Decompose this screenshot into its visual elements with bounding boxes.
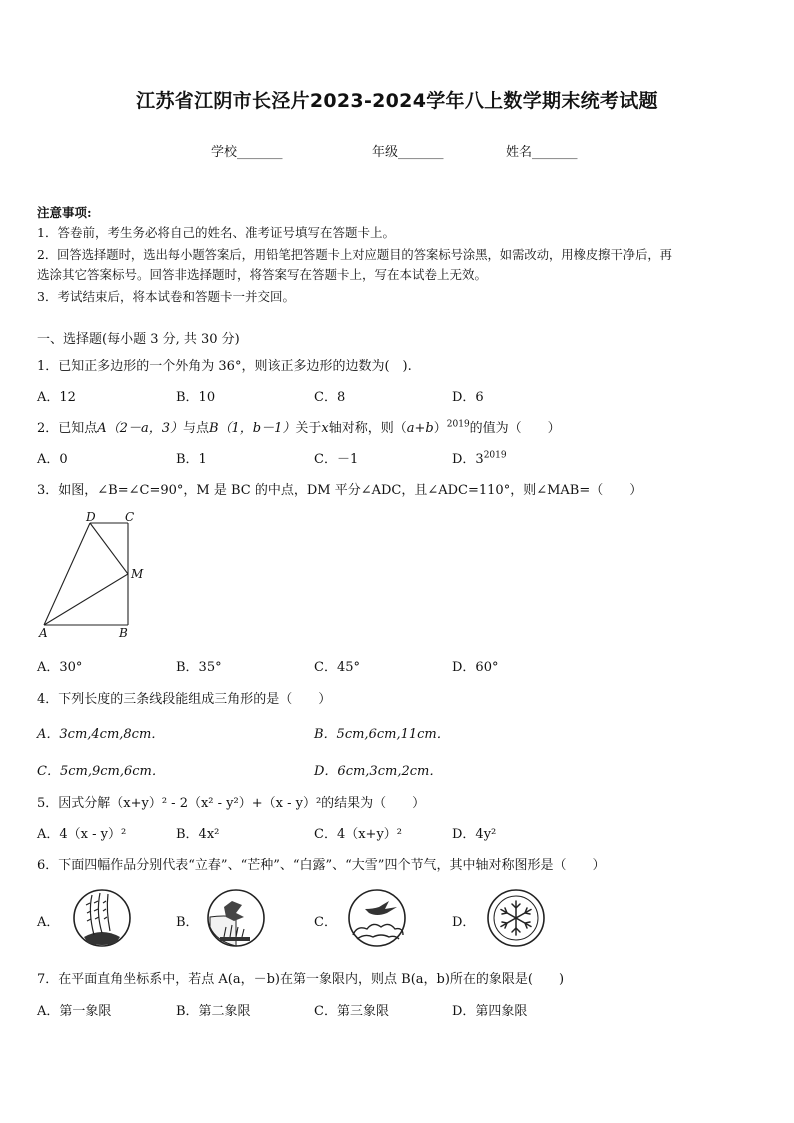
q1-option-d: D．6 <box>452 390 484 405</box>
q3-option-c: C．45° <box>314 660 360 675</box>
q4-option-c: C．5cm,9cm,6cm． <box>37 764 165 779</box>
q5-option-c: C．4（x+y）² <box>314 827 402 842</box>
q2-option-a: A．0 <box>37 452 68 467</box>
grade-field: 年级_______ <box>372 145 444 160</box>
q5-option-d: D．4y² <box>452 827 497 842</box>
geometry-figure <box>36 508 156 643</box>
question-5: 5．因式分解（x+y）² - 2（x² - y²）+（x - y）²的结果为（ ） <box>37 796 426 811</box>
label-a: A <box>39 626 48 640</box>
name-field: 姓名_______ <box>506 145 578 160</box>
q2-option-c: C．－1 <box>314 452 359 467</box>
q5-option-b: B．4x² <box>176 827 220 842</box>
question-2: 2．已知点A（2－a，3）与点B（1，b－1）关于x轴对称，则$(a+b)^{2019}$的值为（ ） <box>37 419 561 436</box>
q2-option-d: D．$3^{2019}$ <box>452 450 507 467</box>
question-3: 3．如图，∠B=∠C=90°，M 是 BC 的中点，DM 平分∠ADC，且∠ADC=110°，则∠MAB=（ ） <box>37 483 643 498</box>
q7-option-b: B．第二象限 <box>176 1004 251 1019</box>
q3-option-d: D．60° <box>452 660 499 675</box>
page-title: 江苏省江阴市长泾片2023-2024学年八上数学期末统考试题 <box>136 90 658 112</box>
q7-option-d: D．第四象限 <box>452 1004 528 1019</box>
label-c: C <box>125 510 135 524</box>
q2-option-b: B．1 <box>176 452 207 467</box>
q4-option-d: D．6cm,3cm,2cm． <box>314 764 443 779</box>
snowflake-icon <box>484 887 548 949</box>
q4-option-a: A．3cm,4cm,8cm． <box>37 727 165 742</box>
q7-option-a: A．第一象限 <box>37 1004 112 1019</box>
segment-ad <box>44 523 90 625</box>
grain-field-icon <box>204 887 268 949</box>
note-item-1: 1．答卷前，考生务必将自己的姓名、准考证号填写在答题卡上。 <box>37 225 395 240</box>
q3-option-b: B．35° <box>176 660 222 675</box>
q6-option-a: A． <box>37 915 60 930</box>
note-item-2-cont: 选涂其它答案标号。回答非选择题时，将答案写在答题卡上，写在本试卷上无效。 <box>37 267 488 282</box>
notes-heading: 注意事项: <box>37 205 92 220</box>
label-d: D <box>86 510 96 524</box>
bird-cloud-icon <box>345 887 409 949</box>
label-b: B <box>119 626 128 640</box>
q5-option-a: A．4（x - y）² <box>37 827 127 842</box>
school-field: 学校_______ <box>211 145 283 160</box>
question-4: 4．下列长度的三条线段能组成三角形的是（ ） <box>37 692 332 707</box>
q7-option-c: C．第三象限 <box>314 1004 389 1019</box>
note-item-3: 3．考试结束后，将本试卷和答题卡一并交回。 <box>37 289 295 304</box>
q6-option-c: C． <box>314 915 337 930</box>
q4-option-b: B．5cm,6cm,11cm． <box>314 727 450 742</box>
q3-option-a: A．30° <box>37 660 83 675</box>
q1-option-c: C．8 <box>314 390 346 405</box>
label-m: M <box>131 567 144 581</box>
q1-option-b: B．10 <box>176 390 216 405</box>
question-6: 6．下面四幅作品分别代表“立春”、“芒种”、“白露”、“大雪”四个节气，其中轴对称图形是（ ） <box>37 858 606 873</box>
q6-option-b: B． <box>176 915 199 930</box>
section-title: 一、选择题(每小题 3 分, 共 30 分) <box>37 332 240 347</box>
segment-dm <box>90 523 128 574</box>
q6-option-d: D． <box>452 915 476 930</box>
spring-willow-icon <box>70 887 134 949</box>
question-7: 7．在平面直角坐标系中，若点 A(a，－b)在第一象限内，则点 B(a，b)所在的象限是( ) <box>37 972 565 987</box>
question-1: 1．已知正多边形的一个外角为 36°，则该正多边形的边数为( ). <box>37 359 412 374</box>
segment-am <box>44 574 128 625</box>
note-item-2: 2．回答选择题时，选出每小题答案后，用铅笔把答题卡上对应题目的答案标号涂黑，如需改动，用橡皮擦干净后，再 <box>37 248 672 262</box>
q1-option-a: A．12 <box>37 390 76 405</box>
